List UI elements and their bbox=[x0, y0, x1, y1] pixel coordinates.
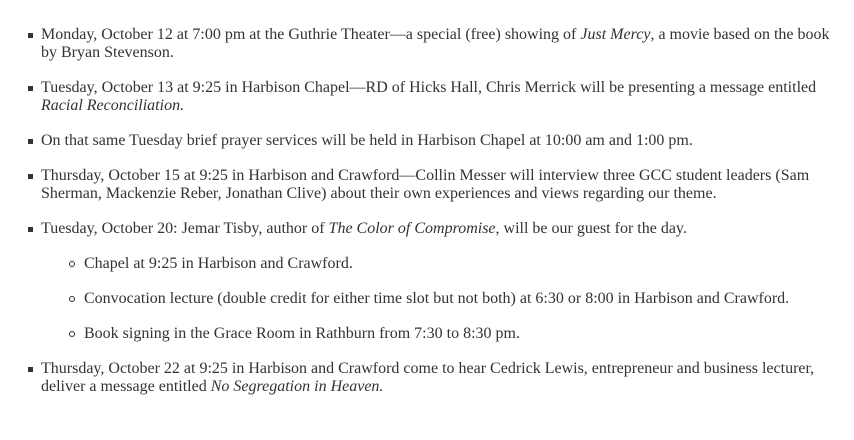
sub-event-list bbox=[41, 255, 834, 343]
event-item bbox=[0, 167, 854, 203]
sub-event-item bbox=[41, 325, 834, 343]
sub-event-text: Book signing in the Grace Room in Rathburn from 7:30 to 8:30 pm. bbox=[84, 325, 520, 342]
sub-event-item bbox=[41, 290, 834, 308]
message-title: No Segregation in Heaven. bbox=[210, 378, 384, 395]
sub-event-text: Chapel at 9:25 in Harbison and Crawford. bbox=[84, 255, 353, 272]
sub-event-text: Convocation lecture (double credit for either time slot but not both) at 6:30 or 8:00 in Harbison and Crawford. bbox=[84, 290, 790, 307]
event-item bbox=[0, 220, 854, 343]
message-title: Racial Reconciliation. bbox=[41, 97, 185, 114]
event-item bbox=[0, 26, 854, 62]
event-text: Thursday, October 22 at 9:25 in Harbison and Crawford come to hear Cedrick Lewis, entrepreneur and business lecturer, deliver a message entitled bbox=[41, 360, 815, 395]
event-item bbox=[0, 132, 854, 150]
event-item bbox=[0, 360, 854, 396]
event-text: On that same Tuesday brief prayer services will be held in Harbison Chapel at 10:00 am and 1:00 pm. bbox=[41, 132, 693, 149]
event-text: Monday, October 12 at 7:00 pm at the Guthrie Theater—a special (free) showing of bbox=[41, 26, 581, 43]
sub-event-item bbox=[41, 255, 834, 273]
book-title: The Color of Compromise bbox=[328, 220, 496, 237]
event-item bbox=[0, 79, 854, 115]
event-text: Tuesday, October 13 at 9:25 in Harbison Chapel—RD of Hicks Hall, Chris Merrick will be presenting a message entitled bbox=[41, 79, 817, 96]
event-text: Tuesday, October 20: Jemar Tisby, author of bbox=[41, 220, 329, 237]
event-text: , a movie based on the book by Bryan Stevenson. bbox=[41, 26, 830, 61]
event-text: Thursday, October 15 at 9:25 in Harbison and Crawford—Collin Messer will interview three GCC student leaders (Sam Sherman, Mackenzie Reber, Jonathan Clive) about their own experiences and views regarding our theme. bbox=[41, 167, 810, 202]
event-text: , will be our guest for the day. bbox=[495, 220, 687, 237]
movie-title: Just Mercy bbox=[580, 26, 651, 43]
event-list bbox=[0, 26, 854, 396]
